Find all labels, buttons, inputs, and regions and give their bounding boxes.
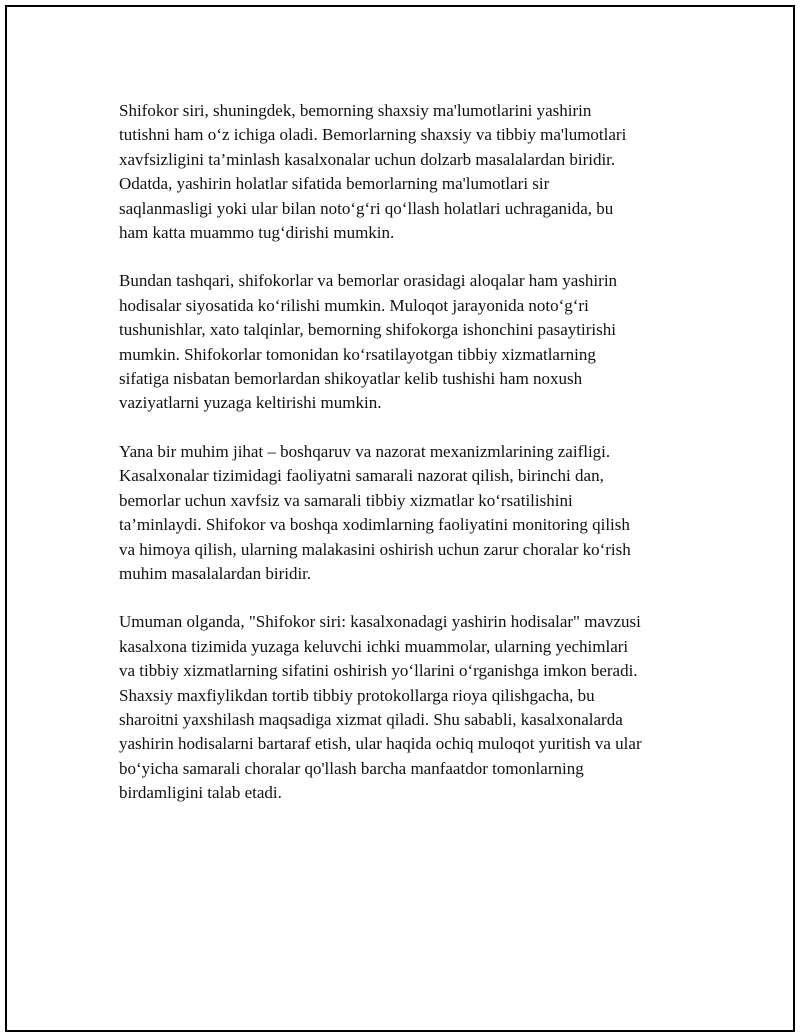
- text-line: va himoya qilish, ularning malakasini oshirish uchun zarur choralar ko‘rish: [119, 539, 631, 559]
- text-line: Shifokor siri, shuningdek, bemorning shaxsiy ma'lumotlarini yashirin: [119, 101, 592, 120]
- paragraph-1: [119, 99, 699, 245]
- text-line: va tibbiy xizmatlarning sifatini oshirish yo‘llarini o‘rganishga imkon beradi.: [119, 661, 638, 681]
- paragraph-2: [119, 269, 699, 415]
- text-line: Kasalxonalar tizimidagi faoliyatni samarali nazorat qilish, birinchi dan,: [119, 466, 604, 486]
- text-line: tutishni ham o‘z ichiga oladi. Bemorlarning shaxsiy va tibbiy ma'lumotlari: [119, 125, 627, 145]
- text-line: mumkin. Shifokorlar tomonidan ko‘rsatilayotgan tibbiy xizmatlarning: [119, 344, 596, 364]
- text-line: sharoitni yaxshilash maqsadiga xizmat qiladi. Shu sababli, kasalxonalarda: [119, 709, 623, 729]
- text-line: yashirin hodisalarni bartaraf etish, ular haqida ochiq muloqot yuritish va ular: [119, 734, 642, 754]
- text-line: Bundan tashqari, shifokorlar va bemorlar orasidagi aloqalar ham yashirin: [119, 271, 618, 291]
- text-line: ta’minlaydi. Shifokor va boshqa xodimlarning faoliyatini monitoring qilish: [119, 515, 630, 535]
- text-line: muhim masalalardan biridir.: [119, 563, 312, 583]
- text-line: xavfsizligini ta’minlash kasalxonalar uchun dolzarb masalalardan biridir.: [119, 149, 616, 169]
- text-line: ham katta muammo tug‘dirishi mumkin.: [119, 223, 395, 243]
- paragraph-3: [119, 440, 699, 586]
- text-line: tushunishlar, xato talqinlar, bemorning shifokorga ishonchini pasaytirishi: [119, 320, 616, 340]
- text-line: saqlanmasligi yoki ular bilan noto‘g‘ri qo‘llash holatlari uchraganida, bu: [119, 198, 614, 218]
- text-line: bemorlar uchun xavfsiz va samarali tibbiy xizmatlar ko‘rsatilishini: [119, 490, 573, 510]
- text-line: Umuman olganda, "Shifokor siri: kasalxonadagi yashirin hodisalar" mavzusi: [119, 612, 641, 632]
- text-line: birdamligini talab etadi.: [119, 783, 282, 803]
- text-line: sifatiga nisbatan bemorlardan shikoyatlar kelib tushishi ham noxush: [119, 369, 583, 389]
- page-frame: [5, 5, 795, 1032]
- text-line: bo‘yicha samarali choralar qo'llash barcha manfaatdor tomonlarning: [119, 758, 584, 778]
- text-line: Odatda, yashirin holatlar sifatida bemorlarning ma'lumotlari sir: [119, 174, 550, 194]
- text-line: kasalxona tizimida yuzaga keluvchi ichki muammolar, ularning yechimlari: [119, 636, 629, 656]
- text-line: Shaxsiy maxfiylikdan tortib tibbiy protokollarga rioya qilishgacha, bu: [119, 685, 595, 705]
- text-line: hodisalar siyosatida ko‘rilishi mumkin. Muloqot jarayonida noto‘g‘ri: [119, 295, 589, 315]
- document-body: [119, 99, 699, 830]
- paragraph-4: [119, 610, 699, 805]
- text-line: vaziyatlarni yuzaga keltirishi mumkin.: [119, 393, 382, 413]
- text-line: Yana bir muhim jihat – boshqaruv va nazorat mexanizmlarining zaifligi.: [119, 441, 611, 461]
